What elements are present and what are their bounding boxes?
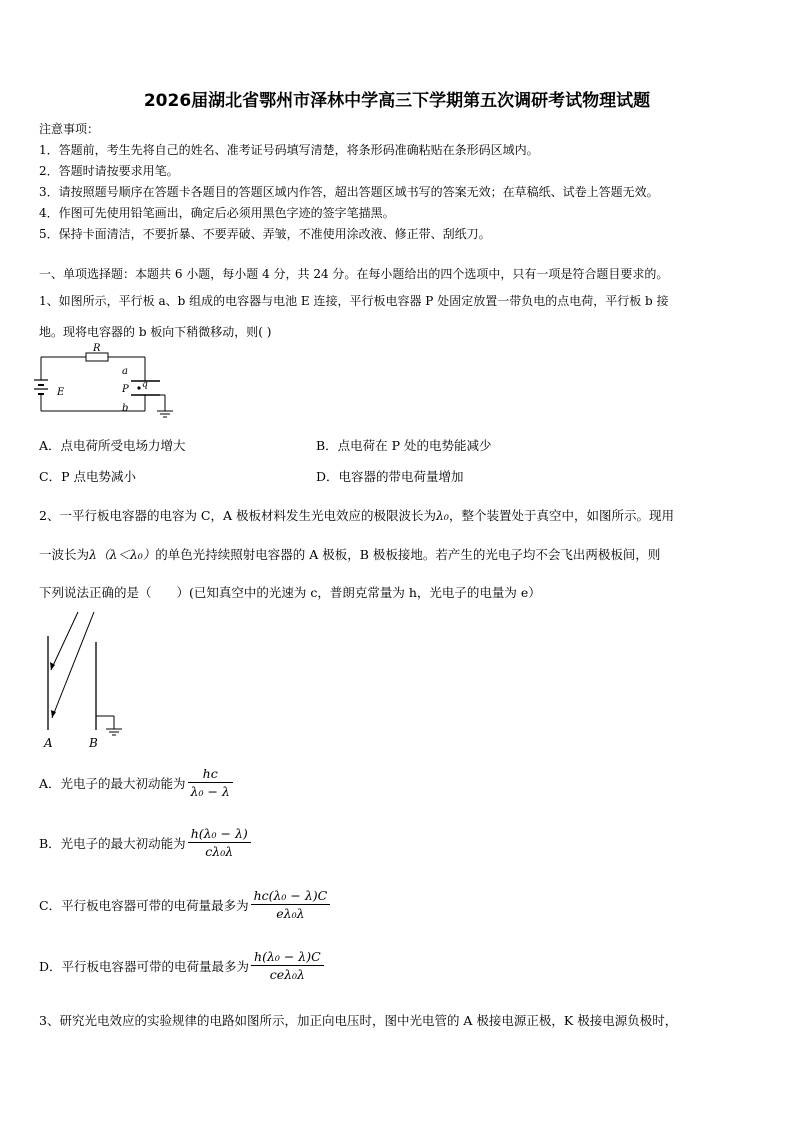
q1-option-a: A．点电荷所受电场力增大 [39, 438, 186, 453]
label-b: b [122, 403, 129, 414]
q2-line2a: 一波长为 [39, 547, 90, 562]
point-p [137, 386, 140, 389]
label-p: P [122, 384, 129, 395]
label-b: B [89, 736, 98, 750]
label-q: q [142, 380, 148, 390]
q2-option-b: B．光电子的最大初动能为 $\frac{\text{h(λ₀ − λ)}}{\text{cλ₀λ}}$ [39, 826, 251, 859]
resistor-r [86, 353, 108, 361]
light-ray [52, 612, 94, 718]
fraction: $\frac{\text{h(λ₀ − λ)}}{\text{cλ₀λ}}$ [188, 826, 251, 859]
fraction: $\frac{\text{h(λ₀ − λ)C}}{\text{ceλ₀λ}}$ [251, 949, 324, 982]
q2-line2b: 的单色光持续照射电容器的 A 极板，B 极板接地。若产生的光电子均不会飞出两极板间，则 [155, 547, 661, 562]
label-r: R [93, 343, 101, 354]
q1-option-c: C．P 点电势减小 [39, 469, 136, 484]
q3-stem-line1: 3、研究光电效应的实验规律的电路如图所示，加正向电压时，图中光电管的 A 极接电源正极，K 极接电源负极时， [39, 1013, 678, 1028]
notice-item: 2．答题时请按要求用笔。 [39, 164, 179, 178]
q2-option-a: A．光电子的最大初动能为 $\frac{hc}{\text{λ₀ − λ}}$ [39, 766, 233, 799]
q2-line1a: 2、一平行板电容器的电容为 C，A 极板材料发生光电效应的极限波长为 [39, 508, 436, 523]
q2-line1b: ，整个装置处于真空中，如图所示。现用 [448, 508, 674, 523]
fraction: $\frac{hc}{\text{λ₀ − λ}}$ [188, 766, 233, 799]
label-a: a [122, 366, 128, 377]
q2-option-c: C．平行板电容器可带的电荷量最多为 $\frac{\text{hc(λ₀ − λ)C}}{\text{eλ₀λ}}$ [39, 888, 330, 921]
q2-stem-line3: 下列说法正确的是（ ）(已知真空中的光速为 c，普朗克常量为 h，光电子的电量为 e） [39, 585, 541, 600]
notice-item: 1．答题前，考生先将自己的姓名、准考证号码填写清楚，将条形码准确粘贴在条形码区域内。 [39, 143, 539, 157]
page-title: 2026届湖北省鄂州市泽林中学高三下学期第五次调研考试物理试题 [143, 91, 651, 111]
q2-stem-line1 [39, 506, 674, 524]
q2-line2-symbol: λ（λ＜λ₀） [89, 547, 156, 562]
q1-option-b: B．点电荷在 P 处的电势能减少 [316, 438, 492, 453]
notice-item: 4．作图可先使用铅笔画出，确定后必须用黑色字迹的签字笔描黑。 [39, 206, 395, 220]
q1-stem-line2: 地。现将电容器的 b 板向下稍微移动，则( ) [39, 325, 272, 339]
q1-circuit-diagram [38, 343, 178, 427]
notice-item: 5．保持卡面清洁，不要折暴、不要弄破、弄皱，不准使用涂改液、修正带、刮纸刀。 [39, 227, 491, 241]
notice-item: 3．请按照题号顺序在答题卡各题目的答题区域内作答，超出答题区域书写的答案无效；在草稿纸、试卷上答题无效。 [39, 185, 659, 199]
q2-option-d: D．平行板电容器可带的电荷量最多为 $\frac{\text{h(λ₀ − λ)C}}{\text{ceλ₀λ}}$ [39, 949, 324, 982]
q1-stem-line1: 1、如图所示，平行板 a、b 组成的电容器与电池 E 连接，平行板电容器 P 处固定放置一带负电的点电荷，平行板 b 接 [39, 294, 669, 308]
fraction: $\frac{\text{hc(λ₀ − λ)C}}{\text{eλ₀λ}}$ [251, 888, 331, 921]
label-a: A [44, 736, 53, 750]
section-heading: 一、单项选择题：本题共 6 小题，每小题 4 分，共 24 分。在每小题给出的四个选项中，只有一项是符合题目要求的。 [39, 267, 669, 281]
q2-line1-symbol: λ₀ [436, 508, 449, 523]
q2-plates-diagram [38, 608, 138, 748]
q1-option-d: D．电容器的带电荷量增加 [316, 469, 464, 484]
notice-heading: 注意事项： [39, 122, 100, 136]
label-e: E [57, 387, 65, 398]
q2-stem-line2 [39, 545, 660, 563]
